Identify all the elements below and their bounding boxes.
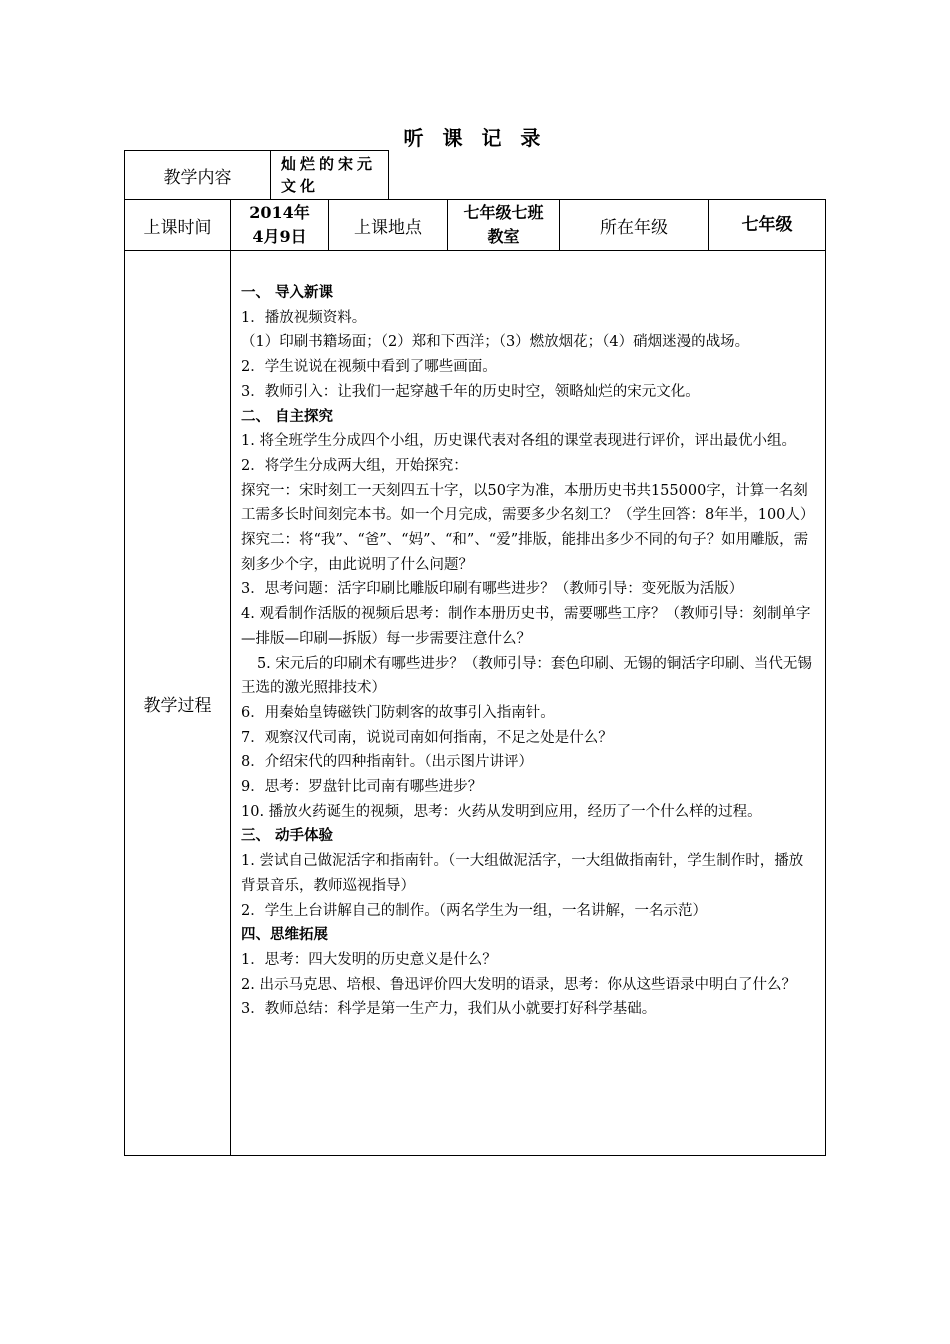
content-line: 3．思考问题：活字印刷比雕版印刷有哪些进步？（教师引导：变死版为活版）	[241, 581, 744, 598]
page-title: 听 课 记 录	[403, 126, 547, 150]
content-line: 7．观察汉代司南，说说司南如何指南，不足之处是什么？	[241, 729, 613, 746]
grade-label: 所在年级	[559, 199, 709, 251]
content-line: 1．播放视频资料。	[241, 309, 367, 326]
content-line: 2．学生说说在视频中看到了哪些画面。	[241, 359, 497, 376]
content-line: 3．教师总结：科学是第一生产力，我们从小就要打好科学基础。	[241, 1001, 657, 1018]
content-line: 2. 出示马克思、培根、鲁迅评价四大发明的语录，思考：你从这些语录中明白了什么？	[241, 976, 796, 993]
class-time-value: 2014年4月9日	[230, 199, 329, 251]
section-heading: 四、思维拓展	[241, 926, 328, 944]
section-heading: 二、 自主探究	[241, 407, 334, 425]
content-line: 5. 宋元后的印刷术有哪些进步？（教师引导：套色印刷、无锡的铜活字印刷、当代无锡王选的激光照排技术）	[241, 655, 812, 697]
content-line: 6．用秦始皇铸磁铁门防刺客的故事引入指南针。	[241, 704, 555, 721]
content-line: 2．将学生分成两大组，开始探究：	[241, 457, 468, 474]
class-time-label: 上课时间	[124, 199, 231, 251]
teaching-content-label: 教学内容	[124, 150, 271, 200]
content-line: 9．思考：罗盘针比司南有哪些进步？	[241, 779, 483, 796]
content-line: 3．教师引入：让我们一起穿越千年的历史时空，领略灿烂的宋元文化。	[241, 383, 700, 400]
grade-value: 七年级	[708, 199, 826, 251]
content-line: 1. 尝试自己做泥活字和指南针。（一大组做泥活字，一大组做指南针，学生制作时，播放背景音乐，教师巡视指导）	[241, 853, 804, 894]
content-line: 8．介绍宋代的四种指南针。（出示图片讲评）	[241, 754, 533, 771]
section-heading: 一、 导入新课	[241, 284, 334, 301]
content-line: 探究二：将“我”、“爸”、“妈”、“和”、“爱”排版，能排出多少不同的句子？如用雕版，需刻多少个字，由此说明了什么问题？	[241, 532, 809, 573]
content-line: 4. 观看制作活版的视频后思考：制作本册历史书，需要哪些工序？（教师引导：刻制单字—排版—印刷—拆版）每一步需要注意什么？	[241, 606, 811, 647]
content-line: 1．思考：四大发明的历史意义是什么？	[241, 951, 497, 968]
content-line: 1. 将全班学生分成四个小组，历史课代表对各组的课堂表现进行评价，评出最优小组。	[241, 433, 796, 450]
content-line: 探究一：宋时刻工一天刻四五十字，以50字为准，本册历史书共155000字，计算一名刻工需多长时间刻完本书。如一个月完成，需要多少名刻工？（学生回答：8年半，100人）	[241, 482, 815, 524]
content-line: （1）印刷书籍场面；（2）郑和下西洋；（3）燃放烟花；（4）硝烟迷漫的战场。	[241, 334, 750, 351]
teaching-process-label: 教学过程	[124, 250, 231, 1156]
section-heading: 三、 动手体验	[241, 827, 334, 845]
content-line: 10. 播放火药诞生的视频，思考：火药从发明到应用，经历了一个什么样的过程。	[241, 803, 762, 820]
class-place-value: 七年级七班教室	[447, 199, 560, 251]
teaching-content-value: 灿烂的宋元文化	[270, 150, 389, 200]
content-line: 2．学生上台讲解自己的制作。（两名学生为一组，一名讲解，一名示范）	[241, 902, 707, 919]
teaching-process-content	[230, 250, 826, 1156]
class-place-label: 上课地点	[328, 199, 448, 251]
